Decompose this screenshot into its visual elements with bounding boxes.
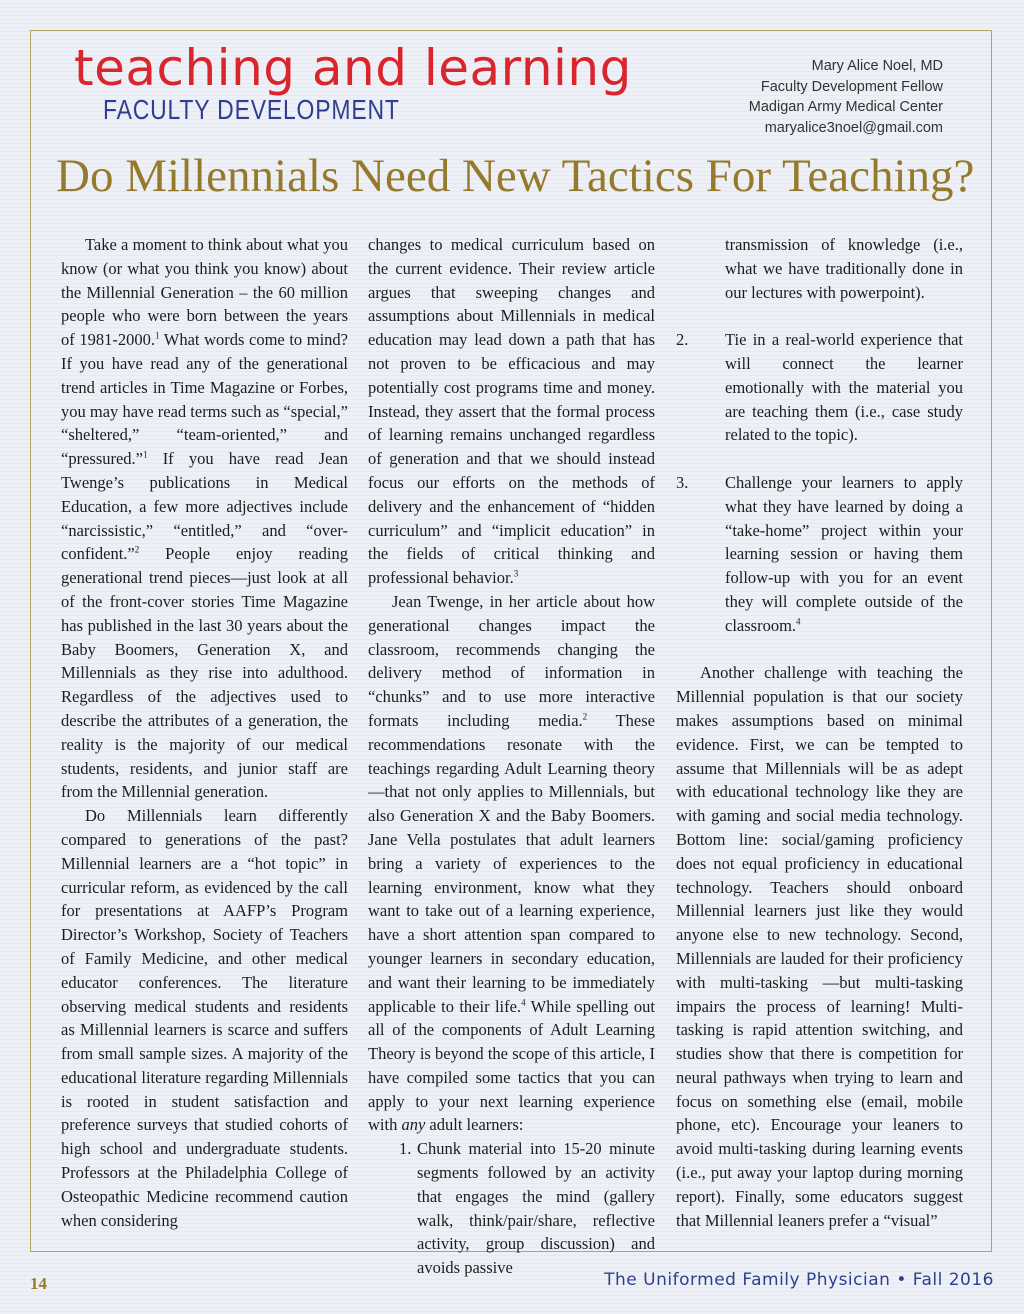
list-number: 3. — [676, 472, 689, 492]
page-number: 14 — [30, 1274, 47, 1293]
section-subtitle: FACULTY DEVELOPMENT — [103, 94, 400, 125]
author-institution: Madigan Army Medical Center — [748, 99, 943, 115]
list-item-text: Challenge your learners to apply what they have learned by doing a “take-home” project within your learning session or having them follow-up with you for an event they will complete outside of the classroom.$^4$ — [725, 472, 963, 635]
list-number: 1. — [399, 1139, 412, 1159]
author-email: maryalice3noel@gmail.com — [764, 119, 943, 136]
article-title: Do Millennials Need New Tactics For Teaching? — [56, 150, 975, 202]
footnote-ref: 2 — [134, 544, 140, 555]
article-column-3 — [676, 233, 963, 1232]
footnote-ref: 1 — [143, 449, 148, 460]
footnote-ref: 4 — [796, 616, 801, 627]
list-item — [676, 328, 963, 447]
paragraph: Do Millennials learn differently compared to generations of the past? Millennial learners are a “hot topic” in curricular reform, as evidenced by the call for presentations at AAFP’s Program Director’s Workshop, Society of Teachers of Family Medicine, and other medical educator conferences. The literature observing medical students and residents as Millennial learners is scarce and suffers from small sample sizes. A majority of the educational literature regarding Millennials is rooted in student satisfaction and preference surveys that studied cohorts of high school and undergraduate students. Professors at the Philadelphia College of Osteopathic Medicine recommend caution when considering — [61, 806, 348, 1230]
footnote-ref: 2 — [582, 711, 588, 722]
list-item-text: Chunk material into 15-20 minute segments followed by an activity that engages the mind (gallery walk, think/pair/share, reflective activity, group discussion) and avoids passive — [417, 1139, 655, 1278]
section-title: teaching and learning — [74, 39, 632, 97]
list-item — [676, 471, 963, 638]
list-item-continuation: transmission of knowledge (i.e., what we have traditionally done in our lectures with powerpoint). — [725, 235, 963, 302]
author-role: Faculty Development Fellow — [760, 78, 943, 95]
paragraph: Jean Twenge, in her article about how generational changes impact the classroom, recommends changing the delivery method of information in “chunks” and to use more interactive formats including media.$^2$ These recommendations resonate with the teachings regarding Adult Learning theory—that not only applies to Millennials, but also Generation X and the Baby Boomers. Jane Vella postulates that adult learners bring a variety of experiences to the learning environment, know what they want to take out of a learning experience, have a short attention span compared to younger learners in secondary education, and want their learning to be immediately applicable to their life.$^4$ While spelling out all of the components of Adult Learning Theory is beyond the scope of this article, I have compiled some tactics that you can apply to your next learning experience with any adult learners: — [368, 591, 655, 1135]
footnote-ref: 3 — [513, 568, 519, 579]
footnote-ref: 1 — [154, 330, 160, 341]
list-number: 2. — [676, 330, 689, 350]
paragraph: changes to medical curriculum based on the current evidence. Their review article argues that sweeping changes and assumptions about Millennials in medical education may lead down a path that has not proven to be efficacious and may potentially cost programs time and money. Instead, they assert that the formal process of learning remains unchanged regardless of generation and that we should instead focus our efforts on the methods of delivery and the enhancement of “hidden curriculum” and “implicit education” in the fields of critical thinking and professional behavior.$^3$ — [368, 235, 655, 588]
footnote-ref: 4 — [521, 997, 526, 1007]
list-item — [368, 1137, 655, 1280]
paragraph: Another challenge with teaching the Millennial population is that our society makes assumptions based on minimal evidence. First, we can be tempted to assume that Millennials will be as adept with educational technology like they are with gaming and social media technology. Bottom line: social/gaming proficiency does not equal proficiency in educational technology. Teachers should onboard Millennial learners just like they would anyone else to new technology. Second, Millennials are lauded for their proficiency with multi-tasking —but multi-tasking impairs the process of learning! Multi-tasking is rapid attention switching, and studies show that there is competition for neural pathways when trying to learn and focus on something else (email, mobile phone, etc). Encourage your leaners to avoid multi-tasking during learning events (i.e., put away your laptop during morning report). Finally, some educators suggest that Millennial leaners prefer a “visual” — [676, 663, 963, 1230]
author-name: Mary Alice Noel, MD — [811, 58, 943, 74]
article-column-2 — [368, 233, 655, 1280]
author-block — [749, 56, 943, 138]
paragraph: Take a moment to think about what you know (or what you think you know) about the Millennial Generation – the 60 million people who were born between the years of 1981-2000.$^1$ What words come to mind? If you have read any of the generational trend articles in Time Magazine or Forbes, you may have read terms such as “special,” “sheltered,” “team-oriented,” and “pressured.”$^1$ If you have read Jean Twenge’s publications in Medical Education, a few more adjectives include “narcissistic,” “entitled,” and “over-confident.”$^2$ People enjoy reading generational trend pieces—just look at all of the front-cover stories Time Magazine has published in the last 30 years about the Baby Boomers, Generation X, and Millennials as they rise into adulthood. Regardless of the adjectives used to describe the attributes of a generation, the reality is the majority of our medical students, residents, and junior staff are from the Millennial generation. — [61, 235, 348, 802]
list-item-text: Tie in a real-world experience that will connect the learner emotionally with the material you are teaching them (i.e., case study related to the topic). — [725, 330, 963, 445]
publication-name: The Uniformed Family Physician • Fall 2016 — [604, 1270, 994, 1290]
article-column-1 — [61, 233, 348, 1232]
